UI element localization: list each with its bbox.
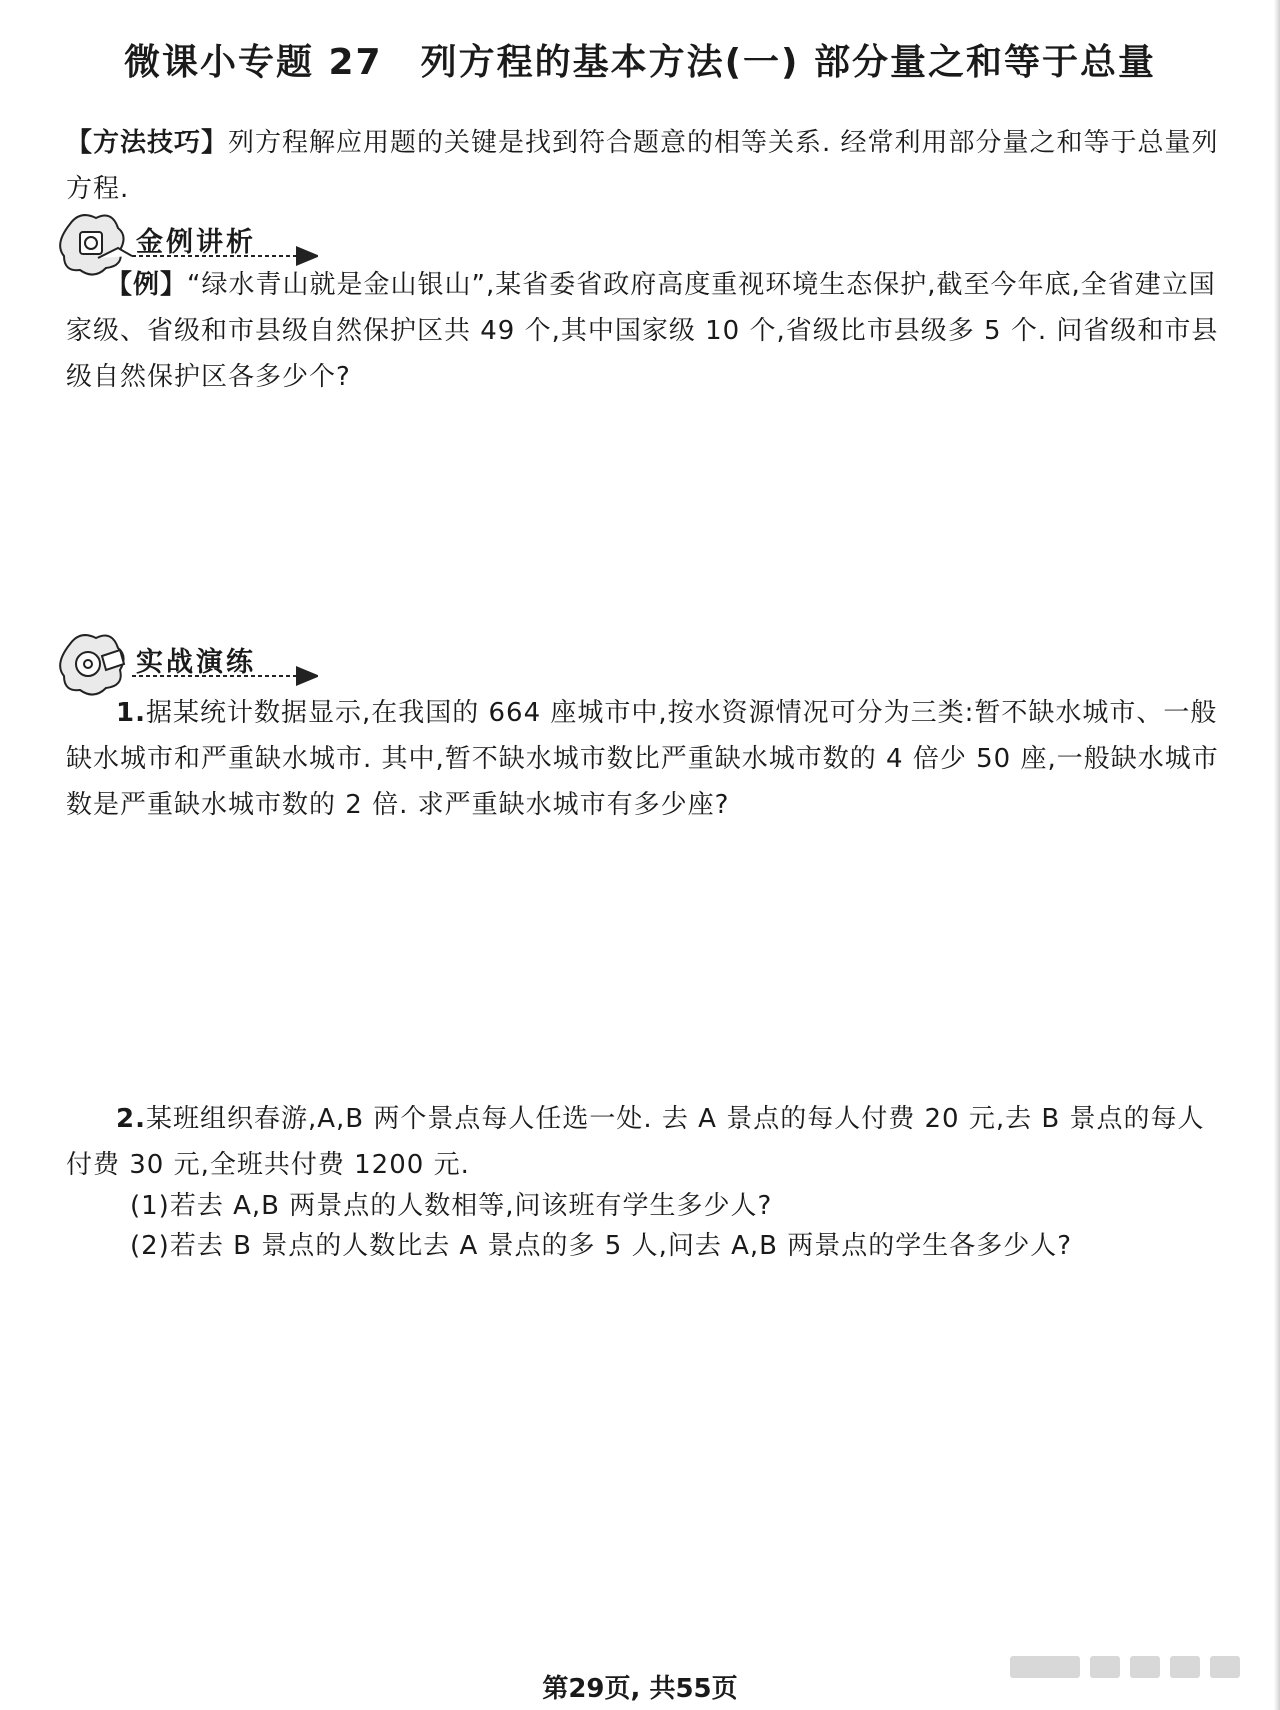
method-tips-text: 列方程解应用题的关键是找到符合题意的相等关系. 经常利用部分量之和等于总量列方程.	[66, 128, 1219, 204]
toolbar-block-icon	[1010, 1656, 1080, 1678]
toolbar-placeholder	[1010, 1656, 1240, 1678]
question-2-text: 某班组织春游,A,B 两个景点每人任选一处. 去 A 景点的每人付费 20 元,去 B 景点的每人付费 30 元,全班共付费 1200 元.	[66, 1104, 1205, 1180]
example-text: “绿水青山就是金山银山”,某省委省政府高度重视环境生态保护,截至今年底,全省建立国家级、省级和市县级自然保护区共 49 个,其中国家级 10 个,省级比市县级多 5 个. 问省级和市县级自然保护区各多少个?	[66, 270, 1219, 392]
question-2-part-1: (1)若去 A,B 两景点的人数相等,问该班有学生多少人?	[130, 1191, 773, 1221]
question-1-number: 1.	[116, 698, 146, 728]
toolbar-block-icon	[1090, 1656, 1120, 1678]
toolbar-block-icon	[1210, 1656, 1240, 1678]
page-edge-shadow	[1274, 0, 1280, 1710]
toolbar-block-icon	[1130, 1656, 1160, 1678]
section-title-example: 金例讲析	[136, 227, 256, 258]
example-paragraph	[66, 262, 1226, 400]
page-number-footer: 第29页, 共55页	[542, 1674, 738, 1704]
question-2	[66, 1096, 1226, 1188]
method-tips-paragraph	[66, 120, 1226, 212]
section-header-practice	[58, 626, 318, 698]
toolbar-block-icon	[1170, 1656, 1200, 1678]
question-1	[66, 690, 1226, 828]
question-1-text: 据某统计数据显示,在我国的 664 座城市中,按水资源情况可分为三类:暂不缺水城市、一般缺水城市和严重缺水城市. 其中,暂不缺水城市数比严重缺水城市数的 4 倍少 50 座,一般缺水城市数是严重缺水城市数的 2 倍. 求严重缺水城市有多少座?	[66, 698, 1219, 820]
example-label: 【例】	[106, 270, 188, 300]
page-title: 微课小专题 27 列方程的基本方法(一) 部分量之和等于总量	[123, 42, 1157, 83]
method-tips-label: 【方法技巧】	[66, 128, 229, 158]
question-2-part-2: (2)若去 B 景点的人数比去 A 景点的多 5 人,问去 A,B 两景点的学生各多少人?	[130, 1231, 1073, 1261]
section-title-practice: 实战演练	[136, 647, 256, 678]
question-2-number: 2.	[116, 1104, 146, 1134]
